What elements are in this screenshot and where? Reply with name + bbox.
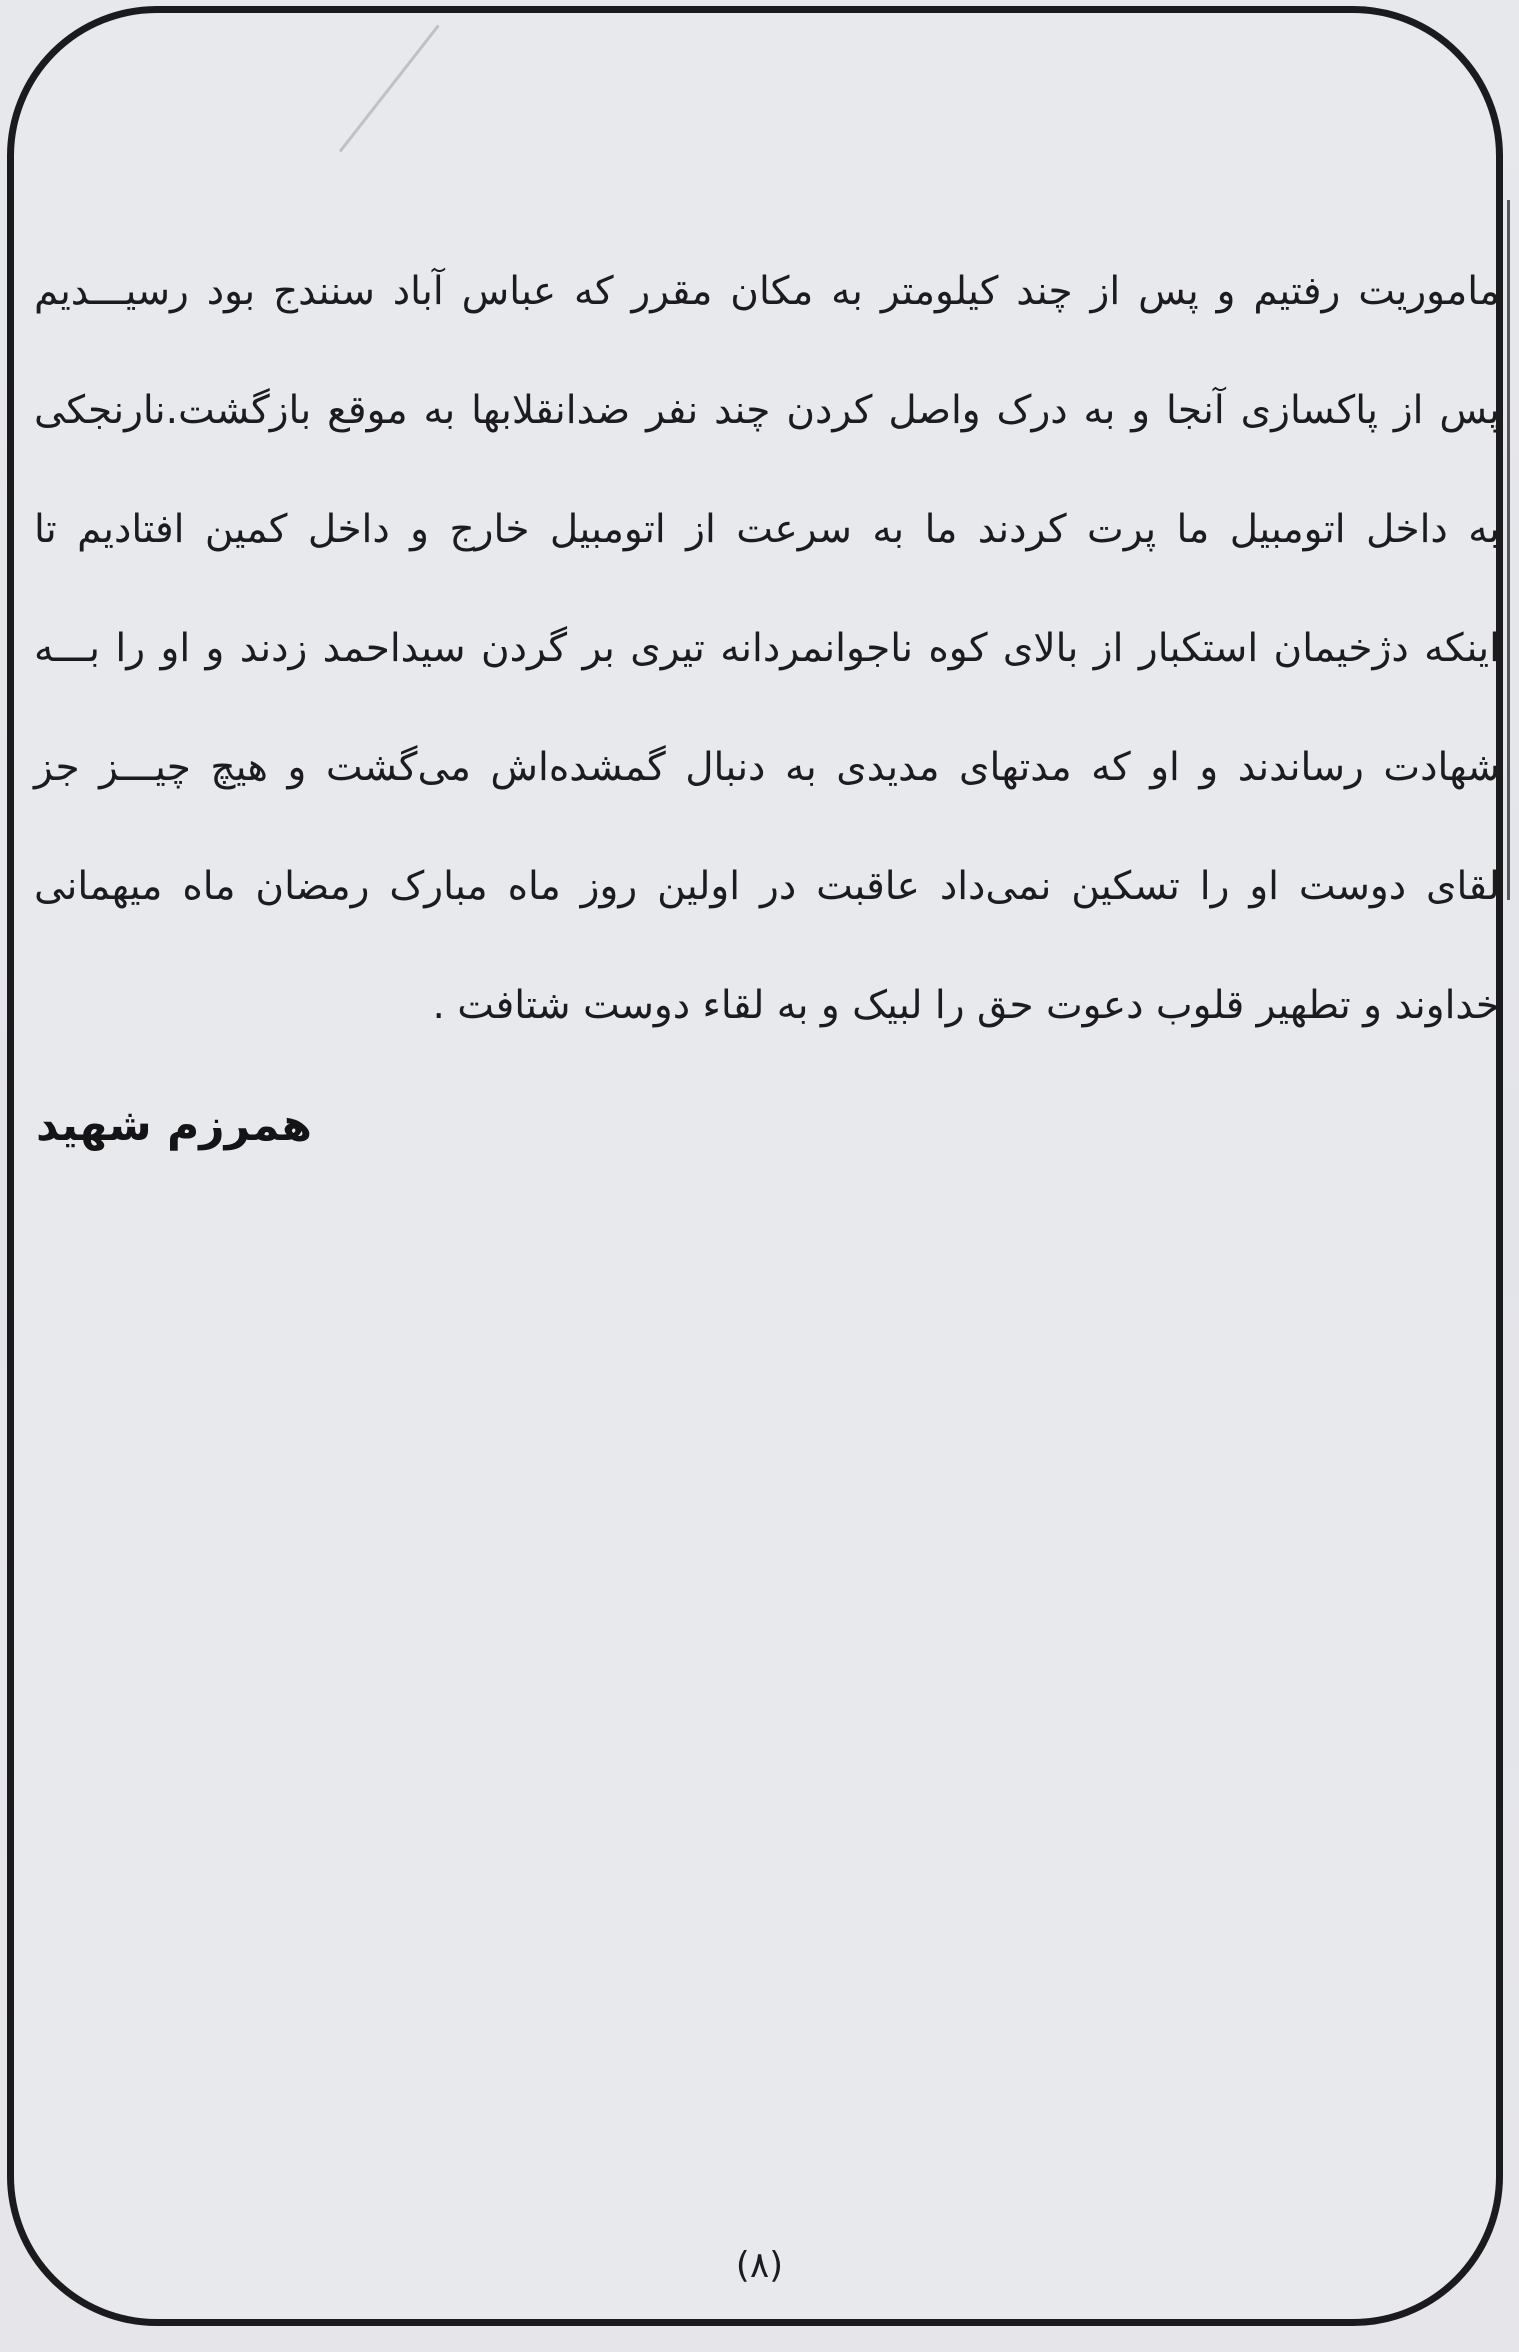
page-number: (۸)	[735, 2245, 784, 2286]
body-paragraph	[34, 232, 1500, 1065]
right-margin-rule	[1507, 200, 1510, 900]
body-line-3: به داخل اتومبیل ما پرت کردند ما به سرعت از اتومبیل خارج و داخل کمین افتادیم تا	[34, 507, 1500, 552]
body-line-4: اینکه دژخیمان استکبار از بالای کوه ناجوانمردانه تیری بر گردن سیداحمد زدند و او را بـــه	[34, 626, 1500, 671]
body-line-1: ماموریت رفتیم و پس از چند کیلومتر به مکان مقرر که عباس آباد سنندج بود رسیـــدیم	[34, 269, 1500, 314]
body-line-6: لقای دوست او را تسکین نمی‌داد عاقبت در اولین روز ماه مبارک رمضان ماه میهمانی	[34, 864, 1500, 909]
body-line-2: پس از پاکسازی آنجا و به درک واصل کردن چند نفر ضدانقلابها به موقع بازگشت.نارنجکی	[34, 388, 1500, 433]
body-line-7: خداوند و تطهیر قلوب دعوت حق را لبیک و به لقاء دوست شتافت .	[432, 983, 1500, 1028]
body-line-5: شهادت رساندند و او که مدتهای مدیدی به دنبال گمشده‌اش می‌گشت و هیچ چیـــز جز	[34, 745, 1500, 790]
section-heading: همرزم شهید	[36, 1100, 312, 1151]
